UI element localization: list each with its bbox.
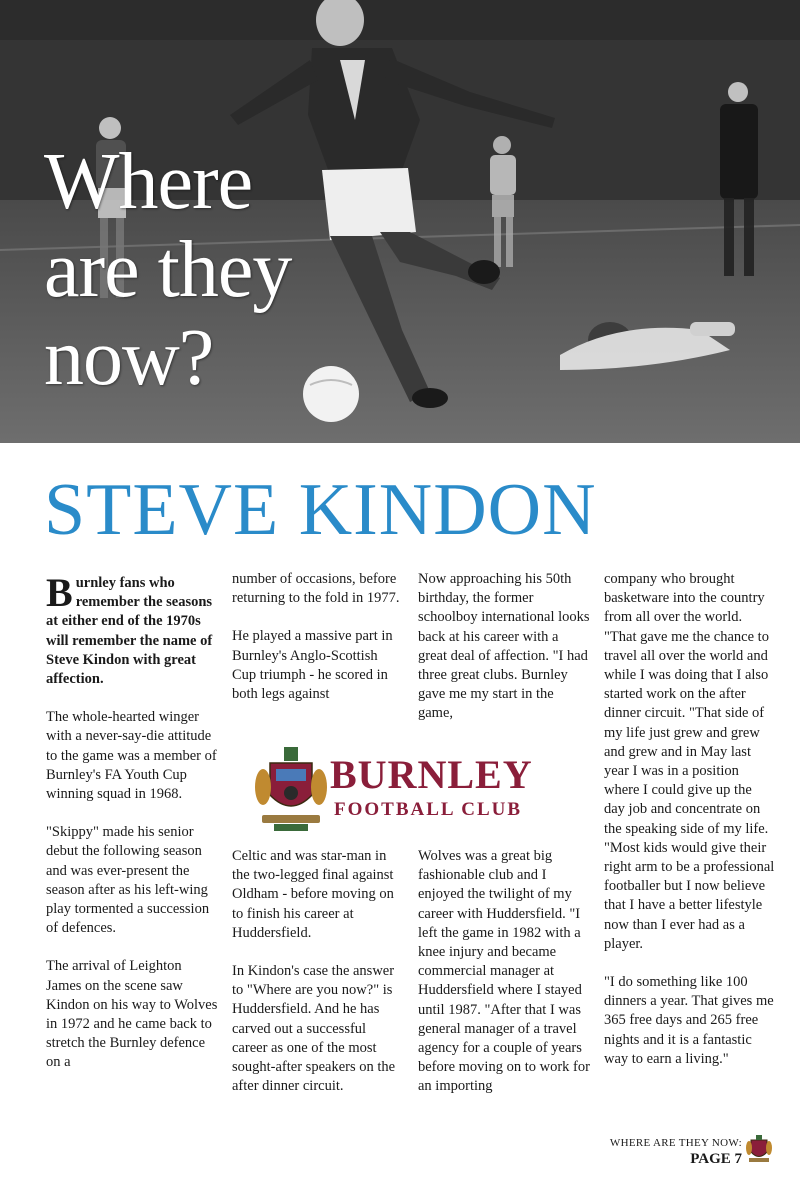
article-paragraph: Wolves was a great big fashionable club and I enjoyed the twilight of my career with Huddersfield. "I left the game in 1982 with a knee injury and became commercial manager at Huddersfield where I stayed until 1987. "After that I was general manager of a travel agency for a couple of years before moving on to work for an importing [418, 848, 590, 1095]
lead-text: urnley fans who remember the seasons at either end of the 1970s will remember the name of Steve Kindon with great affection. [46, 575, 213, 688]
hero-photo [0, 0, 800, 443]
article-column-1 [46, 570, 218, 1073]
hero-title [44, 138, 291, 402]
hero-title-line: Where [44, 138, 253, 226]
article-paragraph: The arrival of Leighton James on the scene saw Kindon on his way to Wolves in 1972 and he came back to stretch the Burnley defence on a [46, 958, 218, 1071]
page-number: PAGE 7 [690, 1151, 742, 1167]
article-paragraph: company who brought basketware into the country from all over the world. "That gave me the chance to travel all over the world and while I was doing that I also started work on the after dinner circuit. "That side of my life just grew and grew and grew and in May last year I was in a position where I could give up the day job and concentrate on the speaking side of my life. "Most kids would give their right arm to be a professional footballer but I now believe that I have a better lifestyle now than I ever had as a player. [604, 571, 775, 952]
article-paragraph: In Kindon's case the answer to "Where are you now?" is Huddersfield. And he has carved out a successful career as one of the most sought-after speakers on the after dinner circuit. [232, 963, 396, 1095]
article-paragraph: Now approaching his 50th birthday, the former schoolboy international looks back at his career with a great deal of affection. "I had three great clubs. Burnley gave me my start in the game, [418, 571, 590, 722]
article-paragraph: "Skippy" made his senior debut the following season and was ever-present the season after as his left-wing play tormented a succession of defences. [46, 824, 210, 937]
article-column-3-top [418, 570, 590, 724]
article-column-4 [604, 570, 776, 1069]
article-paragraph: Celtic and was star-man in the two-legged final against Oldham - before moving on to finish his career at Huddersfield. [232, 848, 394, 941]
article-column-2-bottom [232, 847, 400, 1096]
small-crest-icon [746, 1134, 772, 1164]
article-paragraph: number of occasions, before returning to the fold in 1977. [232, 571, 400, 607]
article-paragraph: "I do something like 100 dinners a year. That gives me 365 free days and 265 free nights and it is a fantastic way to earn a living." [604, 974, 774, 1067]
club-crest-icon [254, 745, 328, 833]
footer-section-label: WHERE ARE THEY NOW: [609, 1137, 742, 1149]
drop-cap: B [46, 570, 73, 615]
article-paragraph: He played a massive part in Burnley's Anglo-Scottish Cup triumph - he scored in both legs against [232, 628, 393, 703]
article-headline: STEVE KINDON [44, 469, 597, 551]
hero-title-line: now? [44, 314, 214, 402]
burnley-fc-logo [254, 745, 574, 835]
article-column-2-top [232, 570, 400, 704]
article-paragraph: The whole-hearted winger with a never-say-die attitude to the game was a member of Burnley's FA Youth Cup winning squad in 1968. [46, 709, 217, 803]
article-lead [46, 570, 218, 689]
logo-football-club: FOOTBALL CLUB [334, 799, 523, 820]
logo-burnley: BURNLEY [330, 752, 533, 797]
article-column-3-bottom [418, 847, 590, 1097]
hero-title-line: are they [44, 226, 292, 314]
